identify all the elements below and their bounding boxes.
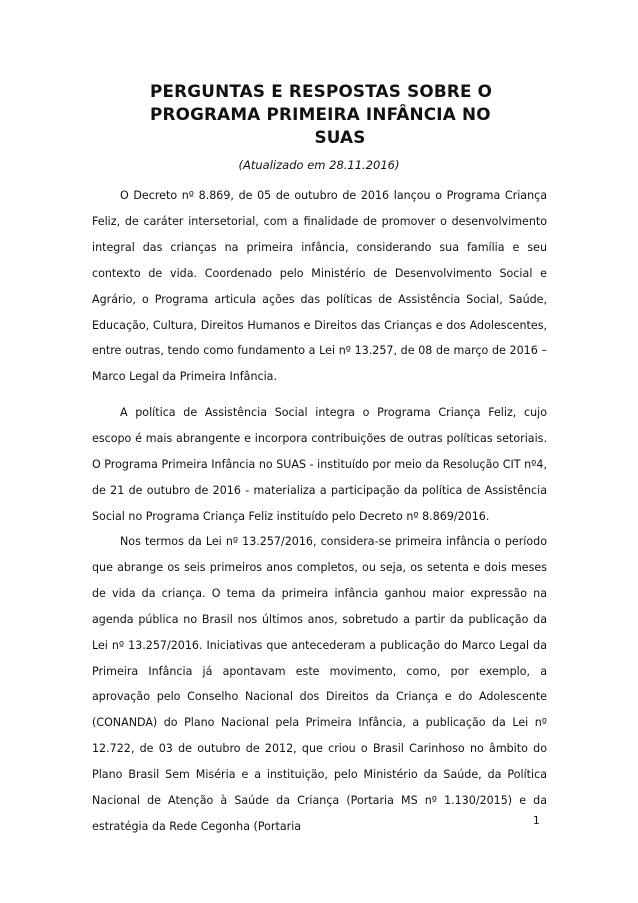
title-line-2: PROGRAMA PRIMEIRA INFÂNCIA NO bbox=[150, 104, 491, 124]
paragraph-1: O Decreto nº 8.869, de 05 de outubro de 2016 lançou o Programa Criança Feliz, de caráter intersetorial, com a finalidade de promover o desenvolvimento integral das crianças na primeira infância, considerando sua família e seu contexto de vida. Coordenado pelo Ministério de Desenvolvimento Social e Agrário, o Programa articula ações das políticas de Assistência Social, Saúde, Educação, Cultura, Direitos Humanos e Direitos das Crianças e dos Adolescentes, entre outras, tendo como fundamento a Lei nº 13.257, de 08 de março de 2016 – Marco Legal da Primeira Infância. bbox=[92, 189, 547, 384]
page-number: 1 bbox=[533, 815, 540, 827]
title-line-3: SUAS bbox=[314, 127, 366, 147]
title-line-1: PERGUNTAS E RESPOSTAS SOBRE O bbox=[150, 81, 493, 101]
paragraph-2: A política de Assistência Social integra o Programa Criança Feliz, cujo escopo é mais abrangente e incorpora contribuições de outras políticas setoriais. O Programa Primeira Infância no SUAS - instituído por meio da Resolução CIT nº4, de 21 de outubro de 2016 - materializa a participação da política de Assistência Social no Programa Criança Feliz instituído pelo Decreto nº 8.869/2016. bbox=[92, 406, 547, 523]
document-subtitle: (Atualizado em 28.11.2016) bbox=[238, 158, 400, 172]
paragraph-3: Nos termos da Lei nº 13.257/2016, considera-se primeira infância o período que abrange os seis primeiros anos completos, ou seja, os setenta e dois meses de vida da criança. O tema da primeira infância ganhou maior expressão na agenda pública no Brasil nos últimos anos, sobretudo a partir da publicação da Lei nº 13.257/2016. Iniciativas que antecederam a publicação do Marco Legal da Primeira Infância já apontavam este movimento, como, por exemplo, a aprovação pelo Conselho Nacional dos Direitos da Criança e do Adolescente (CONANDA) do Plano Nacional pela Primeira Infância, a publicação da Lei nº 12.722, de 03 de outubro de 2012, que criou o Brasil Carinhoso no âmbito do Plano Brasil Sem Miséria e a instituição, pelo Ministério da Saúde, da Política Nacional de Atenção à Saúde da Criança (Portaria MS nº 1.130/2015) e da estratégia da Rede Cegonha (Portaria bbox=[92, 535, 547, 833]
